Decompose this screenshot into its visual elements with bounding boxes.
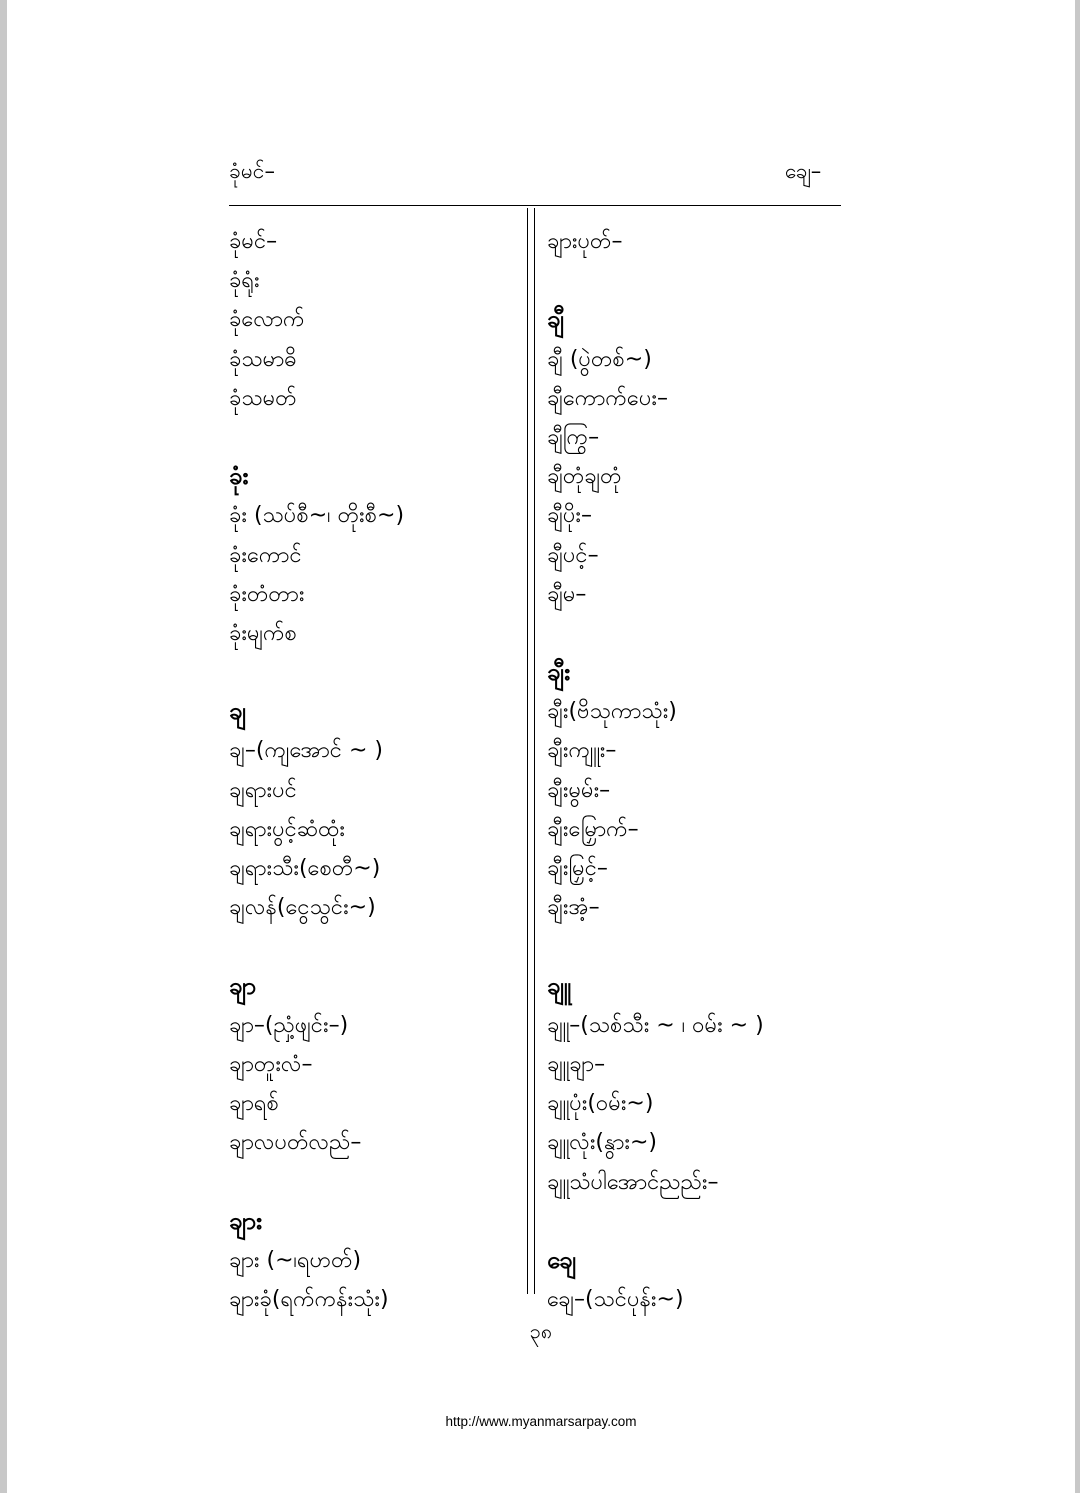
entry-word: ခုံသမတ်: [229, 385, 297, 411]
section-heading: ချ: [229, 697, 247, 726]
entry-word: ချားပုတ်–: [547, 229, 623, 254]
section-spacer: [547, 261, 837, 300]
dictionary-page: [7, 0, 1075, 1493]
entry-word: ခုံလောက်: [229, 307, 305, 333]
section-spacer: [547, 614, 837, 653]
section-heading: ချေ: [547, 1245, 577, 1274]
section-heading: ချီး: [547, 658, 571, 687]
section-spacer: [229, 1163, 519, 1202]
entry-word: ချီးမြှင့်–: [547, 856, 608, 881]
entry-word: ခုံရုံး: [229, 268, 260, 294]
left-column: [229, 222, 519, 1319]
footer-url: http://www.myanmarsarpay.com: [445, 1414, 637, 1429]
section-spacer: [229, 927, 519, 966]
entry-word: ခုံမင်–: [229, 229, 278, 254]
entry-word: ချီးကျူး–: [547, 738, 617, 764]
entry-word: ချီးမြှောက်–: [547, 816, 639, 842]
section-spacer: [229, 653, 519, 692]
entry-word: ချရားသီး(စေတီ~): [229, 856, 381, 881]
column-divider-right: [534, 208, 535, 1294]
right-gutter: [1075, 0, 1080, 1493]
entry-word: ချာရစ်: [229, 1091, 279, 1117]
section-heading: ချီ: [547, 305, 565, 334]
entry-word: ချားခုံ(ရက်ကန်းသုံး): [229, 1287, 389, 1313]
entry-word: ချီးမွမ်း–: [547, 777, 611, 803]
running-header-left: ခုံမင်–: [229, 159, 275, 183]
entry-word: ချူချာ–: [547, 1051, 606, 1077]
entry-word: ချာလပတ်လည်–: [229, 1130, 362, 1156]
section-spacer: [547, 1202, 837, 1241]
entry-word: ချီကြွ–: [547, 424, 600, 450]
entry-word: ချူပုံး(ဝမ်း~): [547, 1091, 654, 1117]
entry-word: ချူ–(သစ်သီး ~ ၊ ဝမ်း ~ ): [547, 1012, 764, 1038]
column-divider-left: [527, 208, 528, 1294]
section-spacer: [547, 927, 837, 966]
section-heading: ချာ: [229, 971, 257, 1000]
section-heading: ခုံး: [229, 462, 249, 491]
entry-word: ချီပိုး–: [547, 503, 592, 529]
entry-word: ချာ–(ညှံ့ဖျင်း–): [229, 1012, 349, 1038]
entry-word: ချီပင့်–: [547, 542, 599, 568]
entry-word: ချီတုံချတုံ: [547, 464, 622, 490]
section-heading: ချူ: [547, 971, 572, 1000]
entry-word: ချီ (ပွဲတစ်~): [547, 346, 652, 372]
entry-word: ချလန်(ငွေသွင်း~): [229, 895, 376, 921]
entry-word: ချီမ–: [547, 581, 587, 607]
header-rule: [229, 205, 841, 206]
entry-word: ချူသံပါအောင်ညည်း–: [547, 1169, 719, 1195]
page-number: ၃၈: [529, 1319, 553, 1343]
entry-word: ချီး(ဗိသုကာသုံး): [547, 699, 677, 725]
running-header-right: ချေ–: [785, 159, 822, 183]
entry-word: ခုံးမျက်စ: [229, 620, 297, 646]
entry-word: ချ–(ကျအောင် ~ ): [229, 738, 383, 764]
entry-word: ချရားပင်: [229, 777, 297, 803]
entry-word: ချူလုံး(နွား~): [547, 1130, 657, 1156]
entry-word: ချေ–(သင်ပုန်း~): [547, 1287, 684, 1313]
entry-word: ခုံသမာဓိ: [229, 346, 297, 372]
section-spacer: [229, 418, 519, 457]
entry-word: ချရားပွင့်ဆံထုံး: [229, 816, 345, 842]
left-gutter: [0, 0, 7, 1493]
entry-word: ခုံး (သပ်စီ~၊ တိုးစီ~): [229, 503, 405, 529]
entry-word: ခုံးကောင်: [229, 542, 302, 568]
entry-word: ချီကောက်ပေး–: [547, 385, 668, 411]
entry-word: ချီးအံ့–: [547, 895, 600, 921]
entry-word: ချား (~၊ရဟတ်): [229, 1247, 362, 1273]
entry-word: ချာတူးလံ–: [229, 1051, 313, 1077]
entry-word: ခုံးတံတား: [229, 581, 305, 607]
right-column: [547, 222, 837, 1319]
section-heading: ချား: [229, 1206, 263, 1235]
